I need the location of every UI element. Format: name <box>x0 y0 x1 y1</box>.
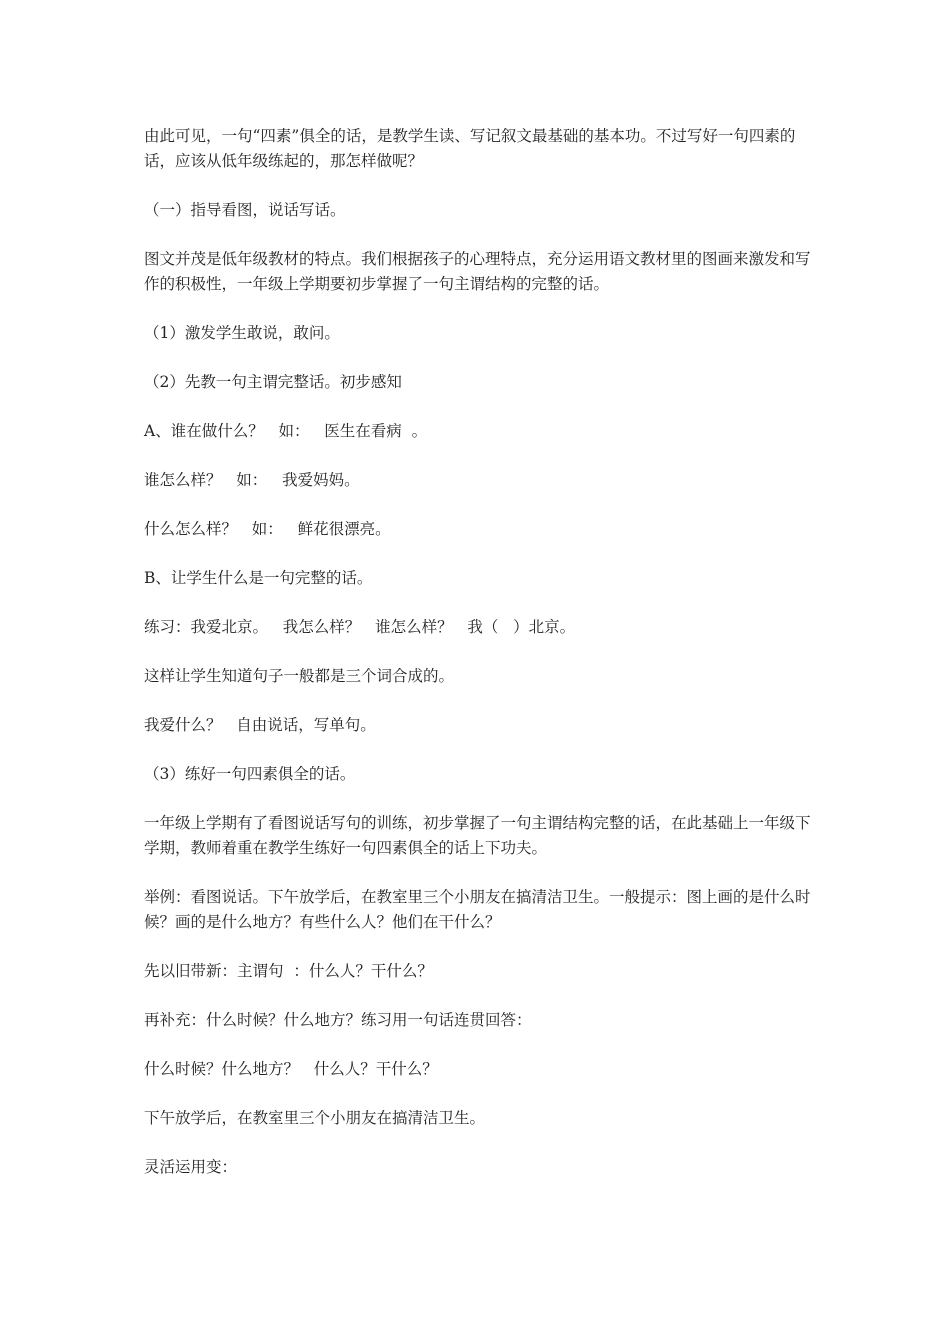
list-item-2: （2）先教一句主谓完整话。初步感知 <box>144 373 402 391</box>
document-body <box>144 124 812 1204</box>
paragraph-5: 一年级上学期有了看图说话写句的训练，初步掌握了一句主谓结构完整的话，在此基础上一年级下学期，教师着重在教学生练好一句四素俱全的话上下功夫。 <box>144 814 811 857</box>
list-item-1: （1）激发学生敢说，敢问。 <box>144 324 340 342</box>
exercise-line: 练习：我爱北京。 我怎么样？ 谁怎么样？ 我（ ）北京。 <box>144 618 576 636</box>
paragraph-6: 举例：看图说话。下午放学后，在教室里三个小朋友在搞清洁卫生。一般提示：图上画的是什么时候？画的是什么地方？有些什么人？他们在干什么？ <box>144 888 811 931</box>
paragraph-1: 由此可见，一句“四素”俱全的话，是教学生读、写记叙文最基础的基本功。不过写好一句四素的话，应该从低年级练起的，那怎样做呢？ <box>144 127 796 170</box>
paragraph-4: 我爱什么？ 自由说话，写单句。 <box>144 716 376 734</box>
paragraph-3: 这样让学生知道句子一般都是三个词合成的。 <box>144 667 455 685</box>
example-a-3: 什么怎么样？ 如： 鲜花很漂亮。 <box>144 520 391 538</box>
list-item-3: （3）练好一句四素俱全的话。 <box>144 765 356 783</box>
paragraph-7: 先以旧带新：主谓句 ：什么人？干什么？ <box>144 962 433 980</box>
example-b: B、让学生什么是一句完整的话。 <box>144 569 373 587</box>
paragraph-9: 什么时候？什么地方？ 什么人？干什么？ <box>144 1060 438 1078</box>
paragraph-10: 下午放学后，在教室里三个小朋友在搞清洁卫生。 <box>144 1109 486 1127</box>
paragraph-11: 灵活运用变： <box>144 1158 238 1176</box>
section-heading-1: （一）指导看图，说话写话。 <box>144 201 346 219</box>
paragraph-2: 图文并茂是低年级教材的特点。我们根据孩子的心理特点，充分运用语文教材里的图画来激发和写作的积极性，一年级上学期要初步掌握了一句主谓结构的完整的话。 <box>144 250 811 293</box>
example-a: A、谁在做什么？ 如： 医生在看病 。 <box>144 422 428 440</box>
example-a-2: 谁怎么样？ 如： 我爱妈妈。 <box>144 471 360 489</box>
paragraph-8: 再补充：什么时候？什么地方？练习用一句话连贯回答： <box>144 1011 532 1029</box>
